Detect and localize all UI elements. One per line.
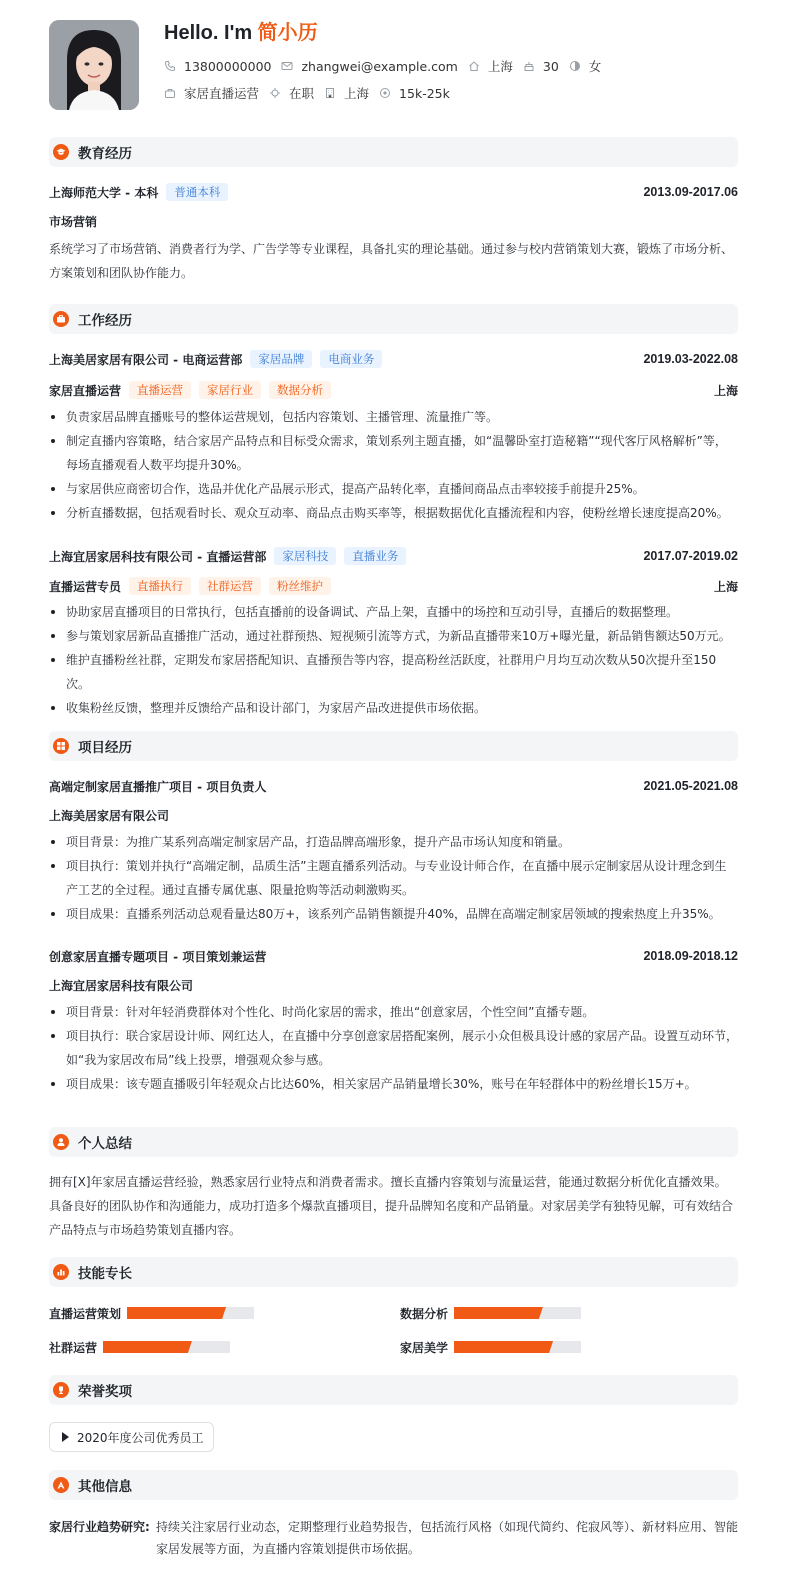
skill-bar: [127, 1307, 254, 1319]
gender-item: [569, 57, 602, 75]
section-header-summary: [49, 1127, 738, 1157]
work-bullets: [49, 405, 738, 525]
list-item: 项目背景：针对年轻消费群体对个性化、时尚化家居的需求，推出“创意家居，个性空间”直播专题。: [49, 1000, 738, 1024]
role-tag: 数据分析: [269, 381, 331, 399]
list-item: 项目成果：直播系列活动总观看量达80万+，该系列产品销售额提升40%，品牌在高端定制家居领域的搜索热度上升35%。: [49, 902, 738, 926]
target-city-text: 上海: [344, 86, 370, 101]
section-title-summary: 个人总结: [78, 1136, 132, 1152]
skill-label: 数据分析: [400, 1306, 449, 1321]
briefcase-section-icon: [53, 311, 69, 327]
project-entry: [49, 777, 738, 926]
section-header-skills: [49, 1257, 738, 1287]
trophy-icon: [53, 1382, 69, 1398]
email-item: [281, 59, 457, 74]
contact-row: [164, 58, 611, 74]
company-tag: 电商业务: [320, 350, 382, 368]
award-label: 2020年度公司优秀员工: [77, 1430, 204, 1445]
project-company: 上海美居家居有限公司: [49, 809, 170, 823]
email-text: zhangwei@example.com: [301, 58, 458, 74]
skill-bar-fill: [103, 1341, 192, 1353]
salary-text: 15k-25k: [399, 85, 450, 101]
list-item: 项目执行：策划并执行“高端定制，品质生活”主题直播系列活动。与专业设计师合作，在直播中展示定制家居从设计理念到生产工艺的全过程。通过直播专属优惠、限量抢购等活动刺激购买。: [49, 854, 738, 902]
location-text: 上海: [487, 59, 513, 74]
age-item: [523, 59, 559, 74]
section-title-project: 项目经历: [78, 740, 132, 756]
briefcase-icon: [164, 87, 176, 99]
role-tag: 家居行业: [199, 381, 261, 399]
skill-item: [400, 1338, 581, 1356]
work-city: 上海: [713, 579, 738, 594]
section-header-other: [49, 1470, 738, 1500]
other-info-item: [49, 1516, 738, 1560]
age-icon: [523, 60, 535, 72]
work-city: 上海: [713, 383, 738, 398]
skill-bar: [454, 1341, 581, 1353]
education-entry: [49, 183, 738, 285]
chart-icon: [53, 1264, 69, 1280]
salary-item: [379, 86, 450, 101]
age-text: 30: [542, 58, 559, 74]
section-title-work: 工作经历: [78, 313, 132, 329]
work-role: 家居直播运营: [49, 383, 122, 398]
list-item: 与家居供应商密切合作，选品并优化产品展示形式，提高产品转化率，直播间商品点击率较接手前提升25%。: [49, 477, 738, 501]
skill-item: [49, 1338, 230, 1356]
list-item: 负责家居品牌直播账号的整体运营规划，包括内容策划、主播管理、流量推广等。: [49, 405, 738, 429]
skill-label: 社群运营: [49, 1340, 98, 1355]
section-title-education: 教育经历: [78, 146, 132, 162]
work-bullets: [49, 600, 738, 720]
list-item: 项目成果：该专题直播吸引年轻观众占比达60%，相关家居产品销量增长30%，账号在年轻群体中的粉丝增长15万+。: [49, 1072, 738, 1096]
status-icon: [269, 87, 281, 99]
project-date: 2021.05-2021.08: [643, 779, 738, 793]
greeting-prefix: Hello. I'm: [164, 22, 258, 44]
work-company: 上海美居家居有限公司 - 电商运营部: [49, 352, 243, 367]
award-item: [49, 1422, 214, 1452]
target-city-item: [324, 84, 369, 102]
company-tag: 家居品牌: [250, 350, 312, 368]
skill-label: 家居美学: [400, 1340, 449, 1355]
project-date: 2018.09-2018.12: [643, 949, 738, 963]
role-tag: 社群运营: [199, 577, 261, 595]
status-item: [269, 84, 314, 102]
work-company: 上海宜居家居科技有限公司 - 直播运营部: [49, 549, 267, 564]
role-tag: 直播执行: [129, 577, 191, 595]
user-icon: [53, 1134, 69, 1150]
section-title-skills: 技能专长: [78, 1266, 132, 1282]
section-header-work: [49, 304, 738, 334]
list-item: 收集粉丝反馈，整理并反馈给产品和设计部门，为家居产品改进提供市场依据。: [49, 696, 738, 720]
target-job-text: 家居直播运营: [184, 86, 260, 101]
list-item: 项目执行：联合家居设计师、网红达人，在直播中分享创意家居搭配案例，展示小众但极具设计感的家居产品。设置互动环节，如“我为家居改布局”线上投票，增强观众参与感。: [49, 1024, 738, 1072]
degree-tag: 普通本科: [166, 183, 228, 201]
other-info-value: 持续关注家居行业动态，定期整理行业趋势报告，包括流行风格（如现代简约、侘寂风等）、新材料应用、智能家居发展等方面，为直播内容策划提供市场依据。: [156, 1520, 739, 1556]
project-company: 上海宜居家居科技有限公司: [49, 979, 194, 993]
gender-text: 女: [588, 59, 602, 74]
section-title-other: 其他信息: [78, 1479, 132, 1495]
resume-header: [49, 20, 738, 118]
gender-icon: [569, 60, 581, 72]
graduation-cap-icon: [53, 144, 69, 160]
salary-icon: [379, 87, 391, 99]
education-description: 系统学习了市场营销、消费者行为学、广告学等专业课程，具备扎实的理论基础。通过参与校内营销策划大赛，锻炼了市场分析、方案策划和团队协作能力。: [49, 242, 734, 280]
school-name: 上海师范大学 - 本科: [49, 185, 159, 200]
skill-bar-fill: [127, 1307, 226, 1319]
project-title: 创意家居直播专题项目 - 项目策划兼运营: [49, 949, 267, 964]
skill-label: 直播运营策划: [49, 1306, 122, 1321]
skill-bar: [454, 1307, 581, 1319]
section-header-project: [49, 731, 738, 761]
project-entry: [49, 947, 738, 1096]
work-entry: [49, 547, 738, 720]
info-icon: [53, 1477, 69, 1493]
education-date: 2013.09-2017.06: [643, 185, 738, 199]
skill-item: [400, 1304, 581, 1322]
role-tag: 粉丝维护: [269, 577, 331, 595]
project-bullets: [49, 830, 738, 926]
avatar: [49, 20, 139, 110]
company-tag: 直播业务: [344, 547, 406, 565]
location-item: [468, 57, 513, 75]
phone-text: 13800000000: [184, 58, 272, 74]
work-date: 2017.07-2019.02: [643, 549, 738, 563]
home-icon: [468, 60, 480, 72]
list-item: 维护直播粉丝社群，定期发布家居搭配知识、直播预告等内容，提高粉丝活跃度，社群用户月均互动次数从50次提升至150次。: [49, 648, 738, 696]
company-tag: 家居科技: [274, 547, 336, 565]
triangle-icon: [62, 1432, 69, 1442]
section-header-education: [49, 137, 738, 167]
grid-icon: [53, 738, 69, 754]
phone-item: [164, 59, 271, 74]
work-role: 直播运营专员: [49, 579, 122, 594]
candidate-name: 简小历: [257, 22, 318, 44]
target-job-item: [164, 84, 259, 102]
list-item: 项目背景：为推广某系列高端定制家居产品，打造品牌高端形象，提升产品市场认知度和销量。: [49, 830, 738, 854]
greeting-title: [164, 20, 611, 46]
status-text: 在职: [289, 86, 315, 101]
list-item: 制定直播内容策略，结合家居产品特点和目标受众需求，策划系列主题直播，如“温馨卧室打造秘籍”“现代客厅风格解析”等，每场直播观看人数平均提升30%。: [49, 429, 738, 477]
building-icon: [324, 87, 336, 99]
work-entry: [49, 350, 738, 525]
major-name: 市场营销: [49, 215, 98, 229]
phone-icon: [164, 60, 176, 72]
other-info-label: 家居行业趋势研究:: [49, 1520, 150, 1534]
job-intent-row: [164, 85, 611, 101]
list-item: 参与策划家居新品直播推广活动，通过社群预热、短视频引流等方式，为新品直播带来10万+曝光量，新品销售额达50万元。: [49, 624, 738, 648]
project-title: 高端定制家居直播推广项目 - 项目负责人: [49, 779, 267, 794]
section-title-awards: 荣誉奖项: [78, 1384, 132, 1400]
role-tag: 直播运营: [129, 381, 191, 399]
list-item: 协助家居直播项目的日常执行，包括直播前的设备调试、产品上架，直播中的场控和互动引导，直播后的数据整理。: [49, 600, 738, 624]
skill-item: [49, 1304, 254, 1322]
skill-bar: [103, 1341, 230, 1353]
project-bullets: [49, 1000, 738, 1096]
work-date: 2019.03-2022.08: [643, 352, 738, 366]
skill-bar-fill: [454, 1307, 543, 1319]
summary-text: 拥有[X]年家居直播运营经验，熟悉家居行业特点和消费者需求。擅长直播内容策划与流量运营，能通过数据分析优化直播效果。具备良好的团队协作和沟通能力，成功打造多个爆款直播项目，提升品牌知名度和产品销量。对家居美学有独特见解，可有效结合产品特点与市场趋势策划直播内容。: [49, 1175, 734, 1237]
mail-icon: [281, 60, 293, 72]
list-item: 分析直播数据，包括观看时长、观众互动率、商品点击购买率等，根据数据优化直播流程和内容，使粉丝增长速度提高20%。: [49, 501, 738, 525]
skill-bar-fill: [454, 1341, 553, 1353]
section-header-awards: [49, 1375, 738, 1405]
